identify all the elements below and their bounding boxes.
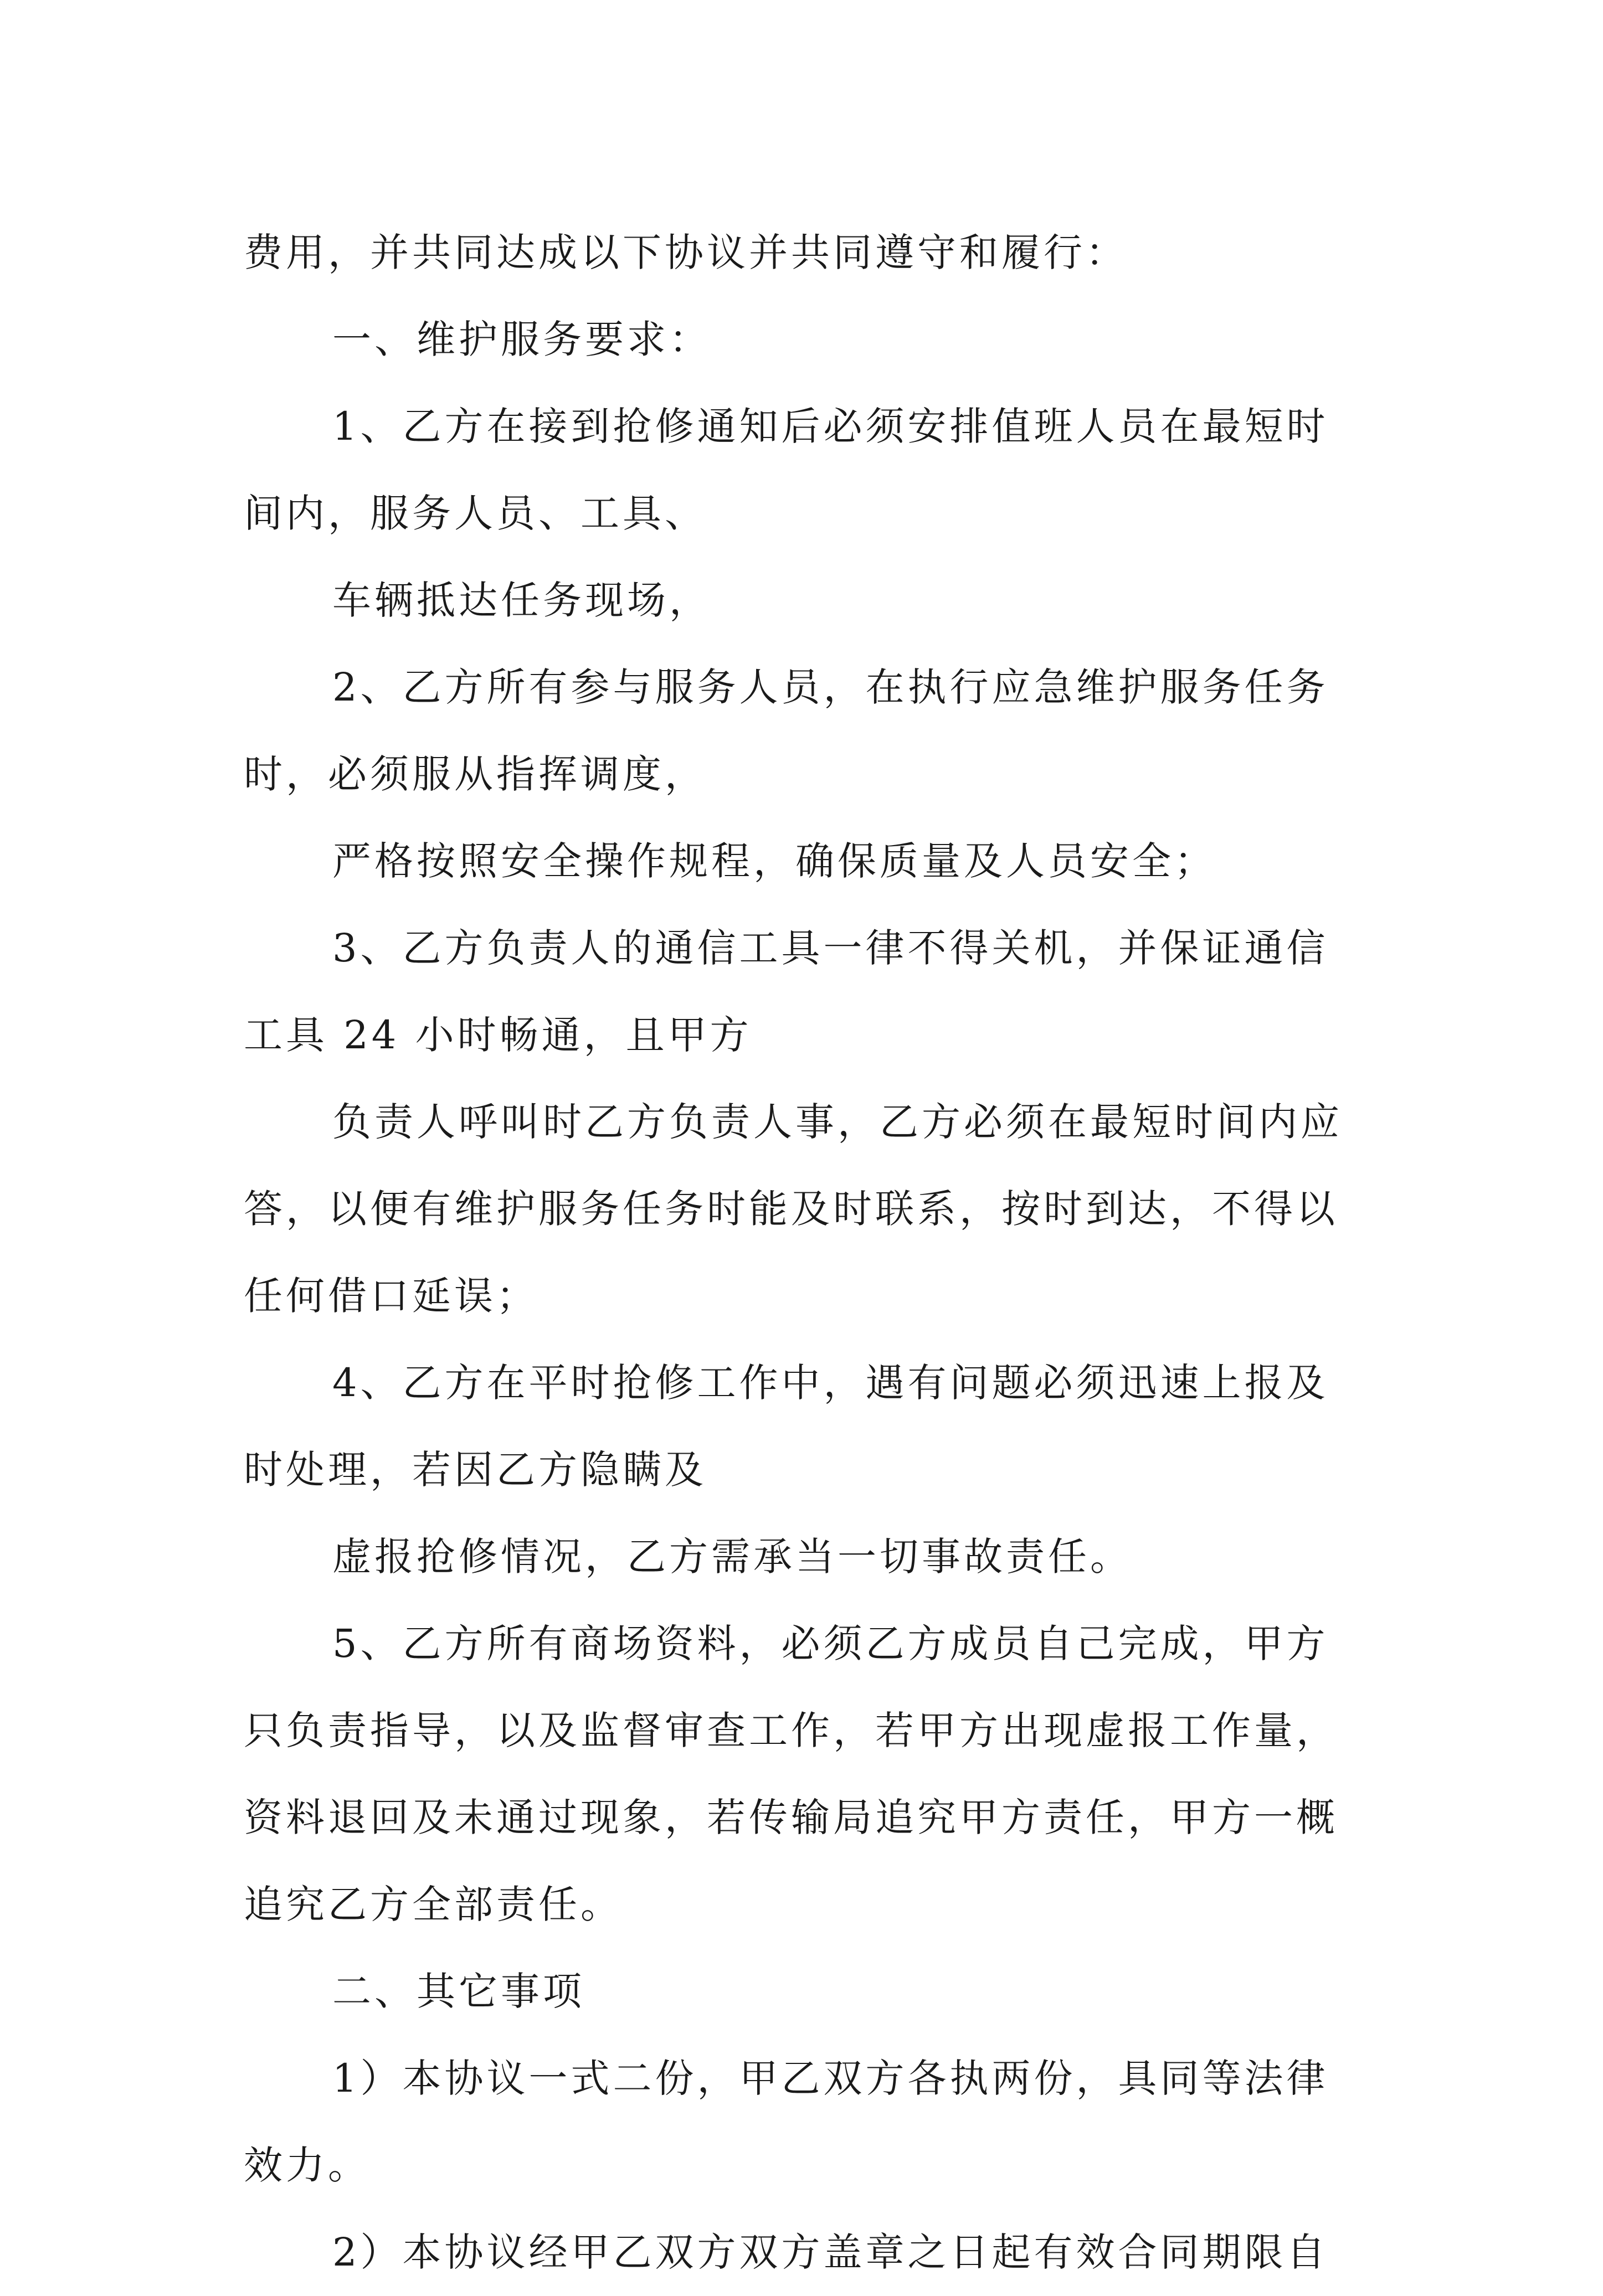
text-line-10: 工具 24 小时畅通，且甲方 xyxy=(244,1012,752,1058)
text-line-18: 只负责指导，以及监督审查工作，若甲方出现虚报工作量， xyxy=(244,1708,1338,1753)
text-line-12: 答，以便有维护服务任务时能及时联系，按时到达，不得以 xyxy=(244,1186,1338,1232)
text-line-4: 间内，服务人员、工具、 xyxy=(244,491,707,536)
text-line-11: 负责人呼叫时乙方负责人事，乙方必须在最短时间内应 xyxy=(332,1099,1343,1145)
text-line-22: 1）本协议一式二份，甲乙双方各执两份，具同等法律 xyxy=(332,2056,1329,2101)
text-line-8: 严格按照安全操作规程，确保质量及人员安全； xyxy=(332,838,1216,884)
text-line-20: 追究乙方全部责任。 xyxy=(244,1882,623,1927)
text-line-2: 一、维护服务要求： xyxy=(332,317,711,362)
text-line-23: 效力。 xyxy=(244,2143,370,2188)
text-line-14: 4、乙方在平时抢修工作中，遇有问题必须迅速上报及 xyxy=(332,1360,1329,1406)
text-line-15: 时处理，若因乙方隐瞒及 xyxy=(244,1447,707,1492)
document-body xyxy=(244,209,1363,2296)
text-line-17: 5、乙方所有商场资料，必须乙方成员自己完成，甲方 xyxy=(332,1621,1329,1666)
text-line-5: 车辆抵达任务现场， xyxy=(332,578,711,623)
text-line-24: 2）本协议经甲乙双方双方盖章之日起有效合同期限自 xyxy=(332,2230,1329,2275)
text-line-16: 虚报抢修情况，乙方需承当一切事故责任。 xyxy=(332,1534,1132,1579)
text-line-21: 二、其它事项 xyxy=(332,1969,585,2014)
text-line-6: 2、乙方所有参与服务人员，在执行应急维护服务任务 xyxy=(332,665,1329,710)
text-line-7: 时，必须服从指挥调度， xyxy=(244,751,707,797)
text-line-1: 费用，并共同达成以下协议并共同遵守和履行： xyxy=(244,230,1128,275)
text-line-9: 3、乙方负责人的通信工具一律不得关机，并保证通信 xyxy=(332,925,1329,971)
text-line-3: 1、乙方在接到抢修通知后必须安排值班人员在最短时 xyxy=(332,404,1329,449)
text-line-13: 任何借口延误； xyxy=(244,1273,538,1319)
text-line-19: 资料退回及未通过现象，若传输局追究甲方责任，甲方一概 xyxy=(244,1795,1338,1840)
